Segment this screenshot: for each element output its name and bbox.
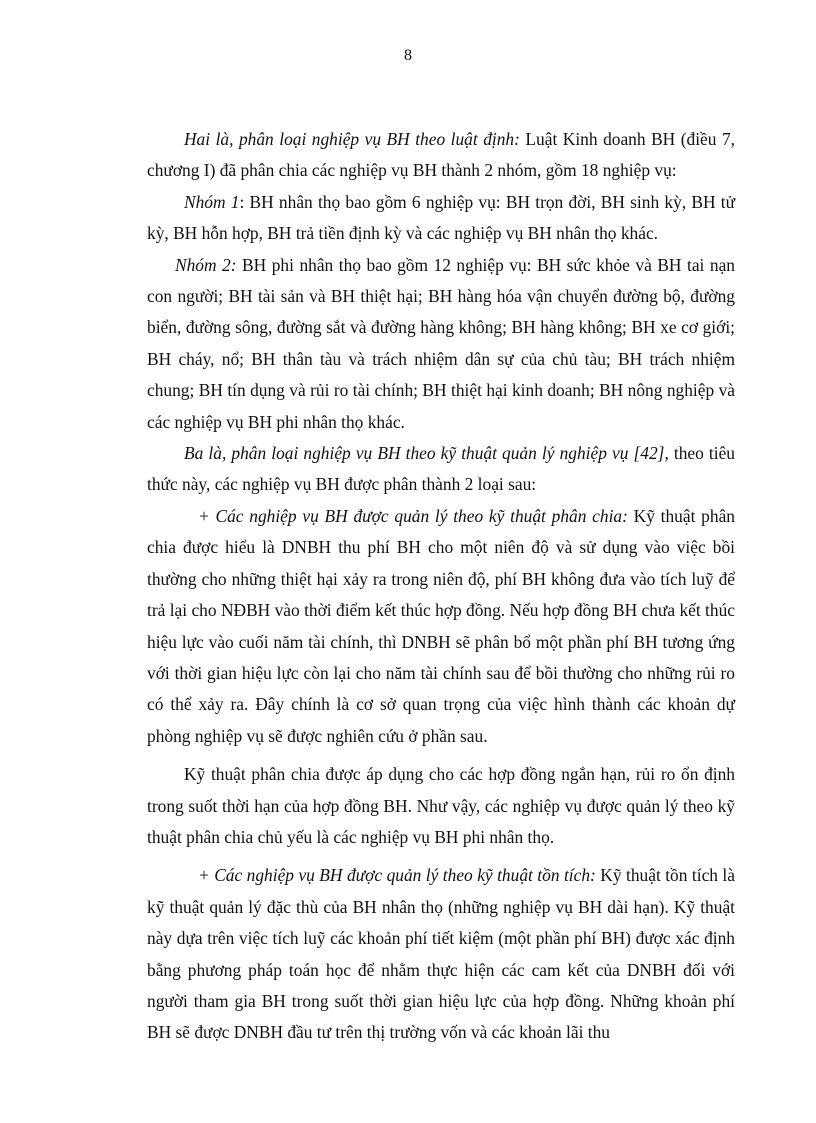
paragraph-2-text: : BH nhân thọ bao gồm 6 nghiệp vụ: BH trọn đời, BH sinh kỳ, BH tử kỳ, BH hỗn hợp, BH trả tiền định kỳ và các nghiệp vụ BH nhân thọ khác. — [147, 191, 736, 244]
paragraph-3 — [147, 250, 735, 438]
paragraph-1-heading: Hai là, phân loại nghiệp vụ BH theo luật định: — [184, 129, 520, 149]
paragraph-1-text: Luật Kinh doanh BH (điều 7, chương I) đã phân chia các nghiệp vụ BH thành 2 nhóm, gồm 18 nghiệp vụ: — [147, 129, 735, 181]
paragraph-4 — [147, 438, 735, 501]
paragraph-6 — [147, 759, 735, 853]
paragraph-5-text: Kỹ thuật phân chia được hiểu là DNBH thu phí BH cho một niên độ và sử dụng vào việc bồi thường cho những thiệt hại xảy ra trong niên độ, phí BH không đưa vào tích luỹ để trả lại cho NĐBH vào thời điểm kết thúc hợp đồng. Nếu hợp đồng BH chưa kết thúc hiệu lực vào cuối năm tài chính, thì DNBH sẽ phân bổ một phần phí BH tương ứng với thời gian hiệu lực còn lại cho năm tài chính sau để bồi thường cho những rủi ro có thể xảy ra. Đây chính là cơ sở quan trọng của việc hình thành các khoản dự phòng nghiệp vụ sẽ được nghiên cứu ở phần sau. — [147, 505, 735, 746]
paragraph-7-heading: + Các nghiệp vụ BH được quản lý theo kỹ thuật tồn tích: — [198, 865, 596, 886]
paragraph-2 — [147, 187, 735, 250]
paragraph-2-heading: Nhóm 1 — [184, 191, 240, 212]
page-number: 8 — [404, 47, 412, 64]
paragraph-7 — [147, 860, 735, 1048]
paragraph-4-text: , theo tiêu thức này, các nghiệp vụ BH được phân thành 2 loại sau: — [147, 443, 735, 495]
paragraph-4-heading: Ba là, phân loại nghiệp vụ BH theo kỹ thuật quản lý nghiệp vụ [42] — [184, 443, 665, 464]
paragraph-7-text: Kỹ thuật tồn tích là kỹ thuật quản lý đặc thù của BH nhân thọ (những nghiệp vụ BH dài hạn). Kỹ thuật này dựa trên việc tích luỹ các khoản phí tiết kiệm (một phần phí BH) được xác định bằng phương pháp toán học để nhằm thực hiện các cam kết của DNBH đối với người tham gia BH trong suốt thời gian hiệu lực của hợp đồng. Những khoản phí BH sẽ được DNBH đầu tư trên thị trường vốn và các khoản lãi thu — [147, 865, 735, 1043]
paragraph-5-heading: + Các nghiệp vụ BH được quản lý theo kỹ thuật phân chia: — [198, 505, 628, 526]
paragraph-1 — [147, 124, 735, 187]
body-text — [147, 124, 735, 1049]
paragraph-5 — [147, 501, 735, 752]
paragraph-6-text: Kỹ thuật phân chia được áp dụng cho các hợp đồng ngắn hạn, rủi ro ổn định trong suốt thời hạn của hợp đồng BH. Như vậy, các nghiệp vụ được quản lý theo kỹ thuật phân chia chủ yếu là các nghiệp vụ BH phi nhân thọ. — [147, 764, 735, 847]
paragraph-3-heading: Nhóm 2: — [175, 254, 237, 275]
paragraph-3-text: BH phi nhân thọ bao gồm 12 nghiệp vụ: BH sức khỏe và BH tai nạn con người; BH tài sản và BH thiệt hại; BH hàng hóa vận chuyển đường bộ, đường biển, đường sông, đường sắt và đường hàng không; BH hàng không; BH xe cơ giới; BH cháy, nổ; BH thân tàu và trách nhiệm dân sự của chủ tàu; BH trách nhiệm chung; BH tín dụng và rủi ro tài chính; BH thiệt hại kinh doanh; BH nông nghiệp và các nghiệp vụ BH phi nhân thọ khác. — [147, 254, 735, 432]
